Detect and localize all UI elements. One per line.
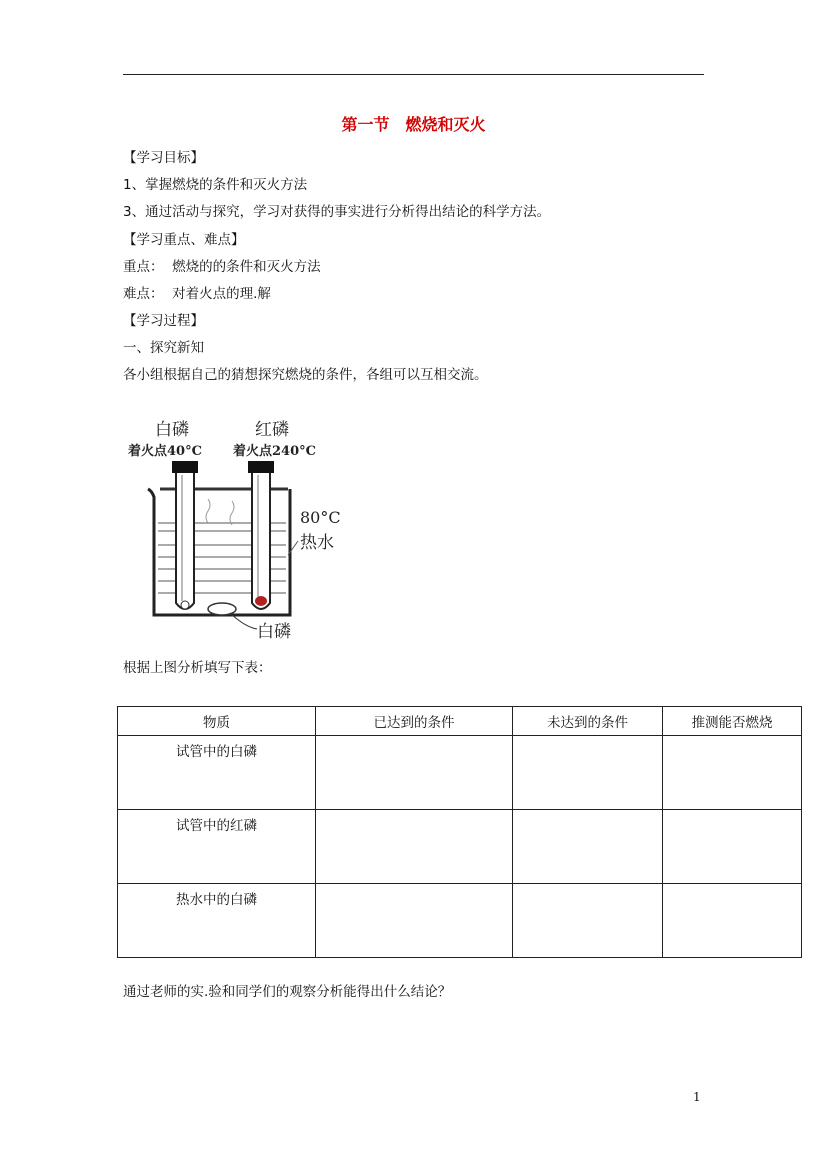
table-cell-unmet[interactable] [513, 736, 663, 810]
keypoints-heading: 【学习重点、难点】 [123, 232, 245, 248]
analysis-table [117, 706, 802, 958]
figure-label-red-phosphorus: 红磷 [255, 420, 289, 440]
figure-label-white-phosphorus: 白磷 [155, 420, 189, 440]
table-row [118, 810, 802, 884]
table-cell-met[interactable] [316, 810, 513, 884]
header-rule [123, 74, 704, 75]
explore-text: 各小组根据自己的猜想探究燃烧的条件，各组可以互相交流。 [123, 367, 488, 383]
table-cell-substance: 试管中的红磷 [118, 810, 316, 884]
white-phosphorus-in-water [208, 603, 236, 615]
table-cell-prediction[interactable] [663, 810, 802, 884]
difficulty-text: 难点： 对着火点的理.解 [123, 286, 271, 302]
goal-1: 1、掌握燃烧的条件和灭火方法 [123, 177, 308, 193]
explore-heading: 一、探究新知 [123, 340, 204, 356]
white-phosphorus-in-tube [181, 601, 189, 609]
goals-heading: 【学习目标】 [123, 150, 204, 166]
figure-label-hot-water: 热水 [300, 533, 334, 553]
figure-label-white-ignition: 着火点40°C [128, 444, 202, 459]
table-cell-substance: 试管中的白磷 [118, 736, 316, 810]
table-cell-met[interactable] [316, 884, 513, 958]
table-row [118, 736, 802, 810]
table-header-cell: 推测能否燃烧 [663, 707, 802, 736]
table-header-row [118, 707, 802, 736]
left-tube-stopper [172, 461, 198, 473]
table-header-cell: 未达到的条件 [513, 707, 663, 736]
table-cell-substance: 热水中的白磷 [118, 884, 316, 958]
figure-label-submerged-white-phosphorus: 白磷 [257, 622, 291, 642]
table-header-cell: 已达到的条件 [316, 707, 513, 736]
right-tube-stopper [248, 461, 274, 473]
combustion-experiment-figure [120, 405, 360, 653]
table-cell-unmet[interactable] [513, 884, 663, 958]
process-heading: 【学习过程】 [123, 313, 204, 329]
red-phosphorus-in-tube [255, 596, 267, 606]
goal-3: 3、通过活动与探究，学习对获得的事实进行分析得出结论的科学方法。 [123, 204, 551, 220]
right-test-tube [252, 473, 270, 609]
figure-label-temperature: 80°C [300, 508, 341, 527]
table-row [118, 884, 802, 958]
table-header-cell: 物质 [118, 707, 316, 736]
keypoint-text: 重点： 燃烧的的条件和灭火方法 [123, 259, 321, 275]
conclusion-question: 通过老师的实.验和同学们的观察分析能得出什么结论？ [123, 984, 452, 1000]
left-test-tube [176, 473, 194, 609]
page-number: 1 [693, 1090, 701, 1104]
table-intro: 根据上图分析填写下表： [123, 660, 272, 676]
page-title: 第一节 燃烧和灭火 [341, 115, 486, 134]
table-cell-met[interactable] [316, 736, 513, 810]
table-cell-prediction[interactable] [663, 736, 802, 810]
table-cell-prediction[interactable] [663, 884, 802, 958]
table-cell-unmet[interactable] [513, 810, 663, 884]
figure-label-red-ignition: 着火点240°C [233, 444, 316, 459]
